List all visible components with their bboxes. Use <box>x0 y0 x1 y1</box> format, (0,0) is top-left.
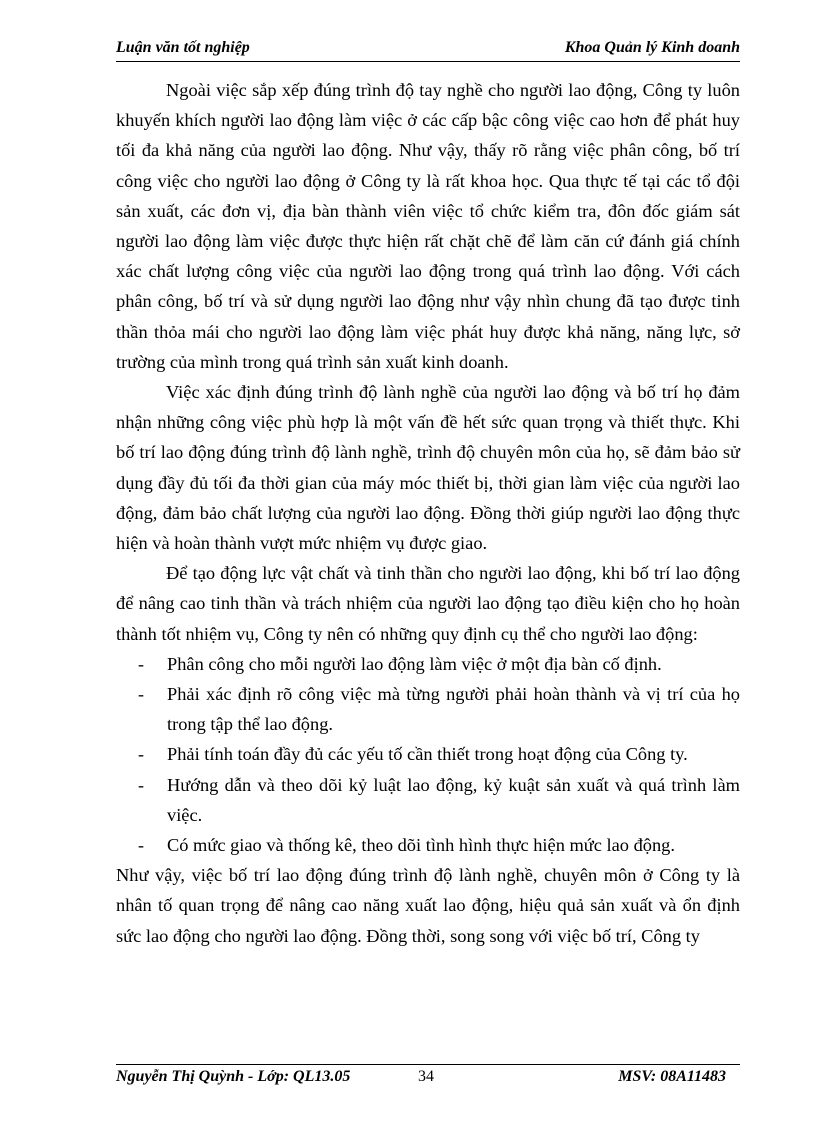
bullet-dash: - <box>138 744 144 765</box>
footer-author: Nguyễn Thị Quỳnh - Lớp: QL13.05 <box>116 1068 351 1085</box>
page-footer <box>116 1064 740 1090</box>
header-rule <box>116 61 740 62</box>
list-item-text: Phải xác định rõ công việc mà từng người phải hoàn thành và vị trí của họ trong tập thể lao động. <box>167 684 740 735</box>
closing-paragraph: Như vậy, việc bố trí lao động đúng trình độ lành nghề, chuyên môn ở Công ty là nhân tố quan trọng để nâng cao năng xuất lao động, hiệu quả sản xuất và ổn định sức lao động cho người lao động. Đồng thời, song song với việc bố trí, Công ty <box>116 865 740 946</box>
list-item <box>116 830 740 860</box>
list-item <box>116 739 740 769</box>
header-faculty: Khoa Quản lý Kinh doanh <box>564 39 740 56</box>
requirements-list <box>116 649 740 860</box>
list-item <box>116 649 740 679</box>
header-thesis-title: Luận văn tốt nghiệp <box>116 39 250 56</box>
footer-rule <box>116 1064 740 1065</box>
page-number: 34 <box>418 1068 434 1085</box>
page-body <box>116 75 740 951</box>
list-item-text: Phân công cho mỗi người lao động làm việc ở một địa bàn cố định. <box>167 653 662 674</box>
list-item <box>116 679 740 739</box>
list-item-text: Hướng dẫn và theo dõi kỷ luật lao động, kỷ kuật sản xuất và quá trình làm việc. <box>167 774 740 825</box>
paragraph-1: Ngoài việc sắp xếp đúng trình độ tay nghề cho người lao động, Công ty luôn khuyến khích người lao động làm việc ở các cấp bậc công việc cao hơn để phát huy tối đa khả năng của người lao động. Như vậy, thấy rõ rằng việc phân công, bố trí công việc cho người lao động ở Công ty là rất khoa học. Qua thực tế tại các tổ đội sản xuất, các đơn vị, địa bàn thành viên việc tổ chức kiểm tra, đôn đốc giám sát người lao động làm việc được thực hiện rất chặt chẽ để làm căn cứ đánh giá chính xác chất lượng công việc của người lao động trong quá trình lao động. Với cách phân công, bố trí và sử dụng người lao động như vậy nhìn chung đã tạo được tinh thần thỏa mái cho người lao động làm việc phát huy được khả năng, năng lực, sở trường của mình trong quá trình sản xuất kinh doanh. <box>116 80 740 372</box>
page-header <box>116 36 740 62</box>
list-item-text: Có mức giao và thống kê, theo dõi tình hình thực hiện mức lao động. <box>167 835 675 856</box>
list-item-text: Phải tính toán đầy đủ các yếu tố cần thiết trong hoạt động của Công ty. <box>167 744 688 765</box>
list-item <box>116 770 740 830</box>
bullet-dash: - <box>138 684 144 705</box>
bullet-dash: - <box>138 835 144 856</box>
bullet-dash: - <box>138 774 144 795</box>
paragraph-3: Để tạo động lực vật chất và tinh thần cho người lao động, khi bố trí lao động để nâng cao tinh thần và trách nhiệm của người lao động tạo điều kiện cho họ hoàn thành tốt nhiệm vụ, Công ty nên có những quy định cụ thể cho người lao động: <box>116 563 740 644</box>
bullet-dash: - <box>138 653 144 674</box>
paragraph-2: Việc xác định đúng trình độ lành nghề của người lao động và bố trí họ đảm nhận những công việc phù hợp là một vấn đề hết sức quan trọng và thiết thực. Khi bố trí lao động đúng trình độ lành nghề, trình độ chuyên môn của họ, sẽ đảm bảo sử dụng đầy đủ tối đa thời gian của máy móc thiết bị, thời gian làm việc của người lao động, đảm bảo chất lượng của người lao động. Đồng thời giúp người lao động thực hiện và hoàn thành vượt mức nhiệm vụ được giao. <box>116 382 740 554</box>
footer-student-id: MSV: 08A11483 <box>618 1068 726 1085</box>
